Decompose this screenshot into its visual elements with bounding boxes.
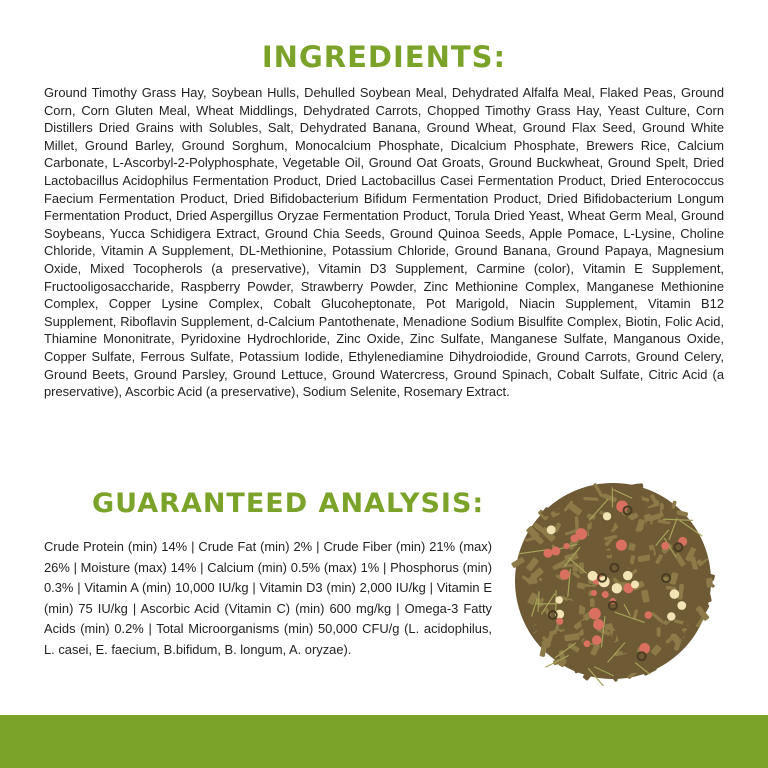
- treat-piece: [678, 537, 687, 546]
- treat-piece: [589, 608, 601, 620]
- treat-piece: [593, 619, 604, 630]
- treat-piece: [616, 540, 627, 551]
- treat-piece: [603, 512, 611, 520]
- treat-piece: [645, 611, 653, 619]
- treat-piece: [560, 569, 570, 579]
- treat-piece: [563, 543, 569, 549]
- treat-piece: [575, 528, 587, 540]
- treat-piece: [543, 549, 552, 558]
- treat-piece: [584, 640, 591, 647]
- treat-piece: [591, 590, 597, 596]
- pellet: [692, 569, 697, 578]
- pellet: [589, 562, 598, 570]
- pellet: [670, 629, 682, 634]
- pellet: [585, 587, 600, 591]
- treat-piece: [602, 591, 609, 598]
- treat-piece: [588, 571, 598, 581]
- footer-band: [0, 715, 768, 768]
- pellet: [649, 637, 660, 644]
- treat-piece: [677, 601, 686, 610]
- treat-piece: [612, 583, 622, 593]
- pellet: [602, 550, 611, 555]
- pellet: [630, 564, 645, 569]
- treat-piece: [556, 618, 563, 625]
- ingredients-heading: INGREDIENTS:: [261, 40, 507, 74]
- treat-piece: [555, 596, 562, 603]
- pellet: [706, 578, 713, 588]
- treat-piece: [631, 580, 639, 588]
- treat-piece: [547, 525, 556, 534]
- treat-piece: [670, 589, 680, 599]
- pellet: [686, 611, 699, 618]
- treat-piece: [592, 635, 602, 645]
- pellet: [648, 590, 662, 596]
- treat-piece: [551, 546, 560, 555]
- kibble-pile-image: [508, 476, 718, 686]
- ingredients-list: Ground Timothy Grass Hay, Soybean Hulls, Dehulled Soybean Meal, Dehydrated Alfalfa Meal, Flaked Peas, Ground Corn, Corn Gluten Meal, Wheat Middlings, Dehydrated Carrots, Chopped Timothy Grass Hay, Yeast Culture, Corn Distillers Dried Grains with Solubles, Salt, Dehydrated Banana, Ground Wheat, Ground Flax Seed, Ground White Millet, Ground Barley, Ground Sorghum, Monocalcium Phosphate, Dicalcium Phosphate, Brewers Rice, Calcium Carbonate, L-Ascorbyl-2-Polyphosphate, Vegetable Oil, Ground Oat Groats, Ground Buckwheat, Ground Spelt, Dried Lactobacillus Acidophilus Fermentation Product, Dried Lactobacillus Casei Fermentation Product, Dried Enterococcus Faecium Fermentation Product, Dried Bifidobacterium Bifidum Fermentation Product, Dried Bifidobacterium Longum Fermentation Product, Dried Aspergillus Oryzae Fermentation Product, Torula Dried Yeast, Wheat Germ Meal, Ground Soybeans, Yucca Schidigera Extract, Ground Chia Seeds, Ground Quinoa Seeds, Apple Pomace, L-Lysine, Choline Chloride, Vitamin A Supplement, DL-Methionine, Potassium Chloride, Ground Banana, Ground Papaya, Magnesium Oxide, Mixed Tocopherols (a preservative), Vitamin D3 Supplement, Carmine (color), Vitamin E Supplement, Fructooligosaccharide, Raspberry Powder, Strawberry Powder, Zinc Methionine Complex, Manganese Methionine Complex, Copper Lysine Complex, Cobalt Glucoheptonate, Pot Marigold, Niacin Supplement, Vitamin B12 Supplement, Riboflavin Supplement, d-Calcium Pantothenate, Menadione Sodium Bisulfite Complex, Biotin, Folic Acid, Thiamine Mononitrate, Pyridoxine Hydrochloride, Zinc Oxide, Zinc Sulfate, Manganese Sulfate, Manganous Oxide, Copper Sulfate, Ferrous Sulfate, Potassium Iodide, Ethylenediamine Dihydroiodide, Ground Carrots, Ground Celery, Ground Beets, Ground Parsley, Ground Lettuce, Ground Watercress, Ground Spinach, Cobalt Sulfate, Citric Acid (a preservative), Ascorbic Acid (a preservative), Sodium Selenite, Rosemary Extract.: [44, 85, 724, 400]
- treat-piece: [623, 571, 633, 581]
- treat-piece: [667, 612, 675, 620]
- pellet: [590, 598, 595, 607]
- treat-piece: [661, 542, 669, 550]
- guaranteed-analysis-heading: GUARANTEED ANALYSIS:: [92, 488, 485, 519]
- pellet: [657, 627, 661, 637]
- guaranteed-analysis-text: Crude Protein (min) 14% | Crude Fat (min) 2% | Crude Fiber (min) 21% (max) 26% | Moisture (max) 14% | Calcium (min) 0.5% (max) 1% | Phosphorus (min) 0.3% | Vitamin A (min) 10,000 IU/kg | Vitamin D3 (min) 2,000 IU/kg | Vitamin E (min) 75 IU/kg | Ascorbic Acid (Vitamin C) (min) 600 mg/kg | Omega-3 Fatty Acids (min) 0.2% | Total Microorganisms (min) 50,000 CFU/g (L. acidophilus, L. casei, E. faecium, B.bifidum, B. longum, A. oryzae).: [44, 539, 492, 657]
